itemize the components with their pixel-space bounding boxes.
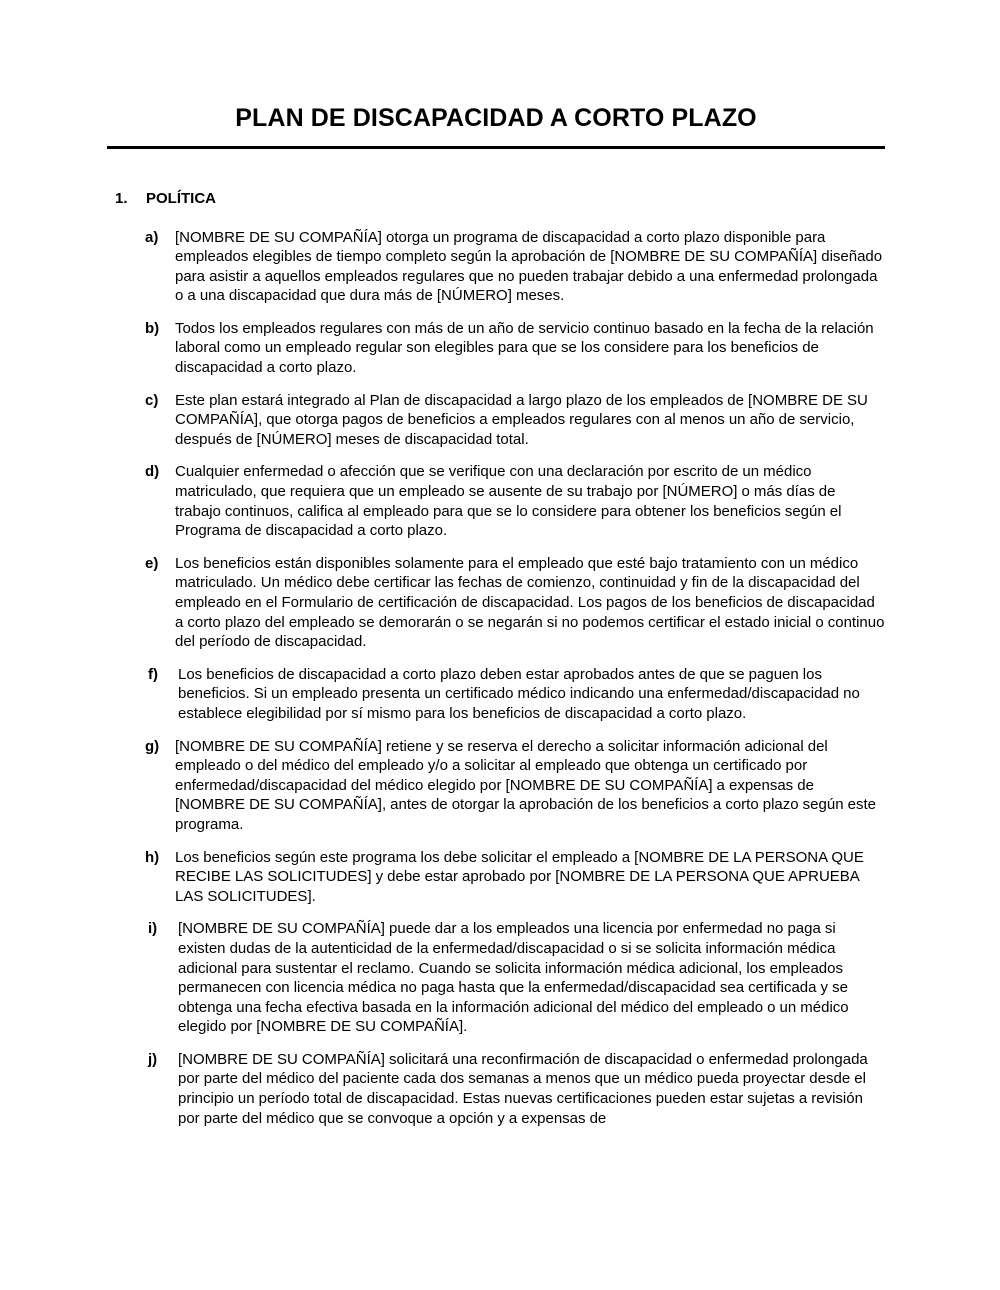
list-item-text: [NOMBRE DE SU COMPAÑÍA] otorga un programa de discapacidad a corto plazo disponible para empleados elegibles de tiempo completo según la aprobación de [NOMBRE DE SU COMPAÑÍA] diseñado para asistir a aquellos empleados regulares que no pueden trabajar debido a una enfermedad prolongada o a una discapacidad que dura más de [NÚMERO] meses. — [175, 228, 883, 305]
section-heading — [115, 189, 885, 209]
page-title: PLAN DE DISCAPACIDAD A CORTO PLAZO — [235, 104, 757, 132]
list-item-marker: b) — [145, 319, 160, 337]
list-item-text: Todos los empleados regulares con más de un año de servicio continuo basado en la fecha de la relación laboral como un empleado regular son elegibles para que se los considere para los beneficios de discapacidad a corto plazo. — [175, 319, 874, 377]
list-item-text: Este plan estará integrado al Plan de discapacidad a largo plazo de los empleados de [NOMBRE DE SU COMPAÑÍA], que otorga pagos de beneficios a empleados regulares con al menos un año de servicio, después de [NÚMERO] meses de discapacidad total. — [175, 391, 868, 448]
list-item — [145, 319, 885, 378]
list-item-text: Los beneficios de discapacidad a corto plazo deben estar aprobados antes de que se paguen los beneficios. Si un empleado presenta un certificado médico indicando una enfermedad/discapacidad no establece elegibilidad por sí mismo para los beneficios de discapacidad a corto plazo. — [178, 665, 860, 722]
list-item-text: Los beneficios según este programa los debe solicitar el empleado a [NOMBRE DE LA PERSONA QUE RECIBE LAS SOLICITUDES] y debe estar aprobado por [NOMBRE DE LA PERSONA QUE APRUEBA LAS SOLICITUDES]. — [175, 848, 864, 905]
list-item-marker: e) — [145, 554, 159, 572]
list-item — [145, 228, 885, 306]
list-item-marker: j) — [148, 1050, 158, 1068]
list-item — [145, 848, 885, 907]
list-item-marker: f) — [148, 665, 158, 683]
list-item-text: Cualquier enfermedad o afección que se verifique con una declaración por escrito de un médico matriculado, que requiera que un empleado se ausente de su trabajo por [NÚMERO] o más días de trabajo continuos, califica al empleado para que se lo considere para obtener los beneficios según el Programa de discapacidad a corto plazo. — [175, 463, 842, 540]
list-item-marker: a) — [145, 228, 159, 246]
list-item — [145, 554, 885, 652]
list-item-marker: h) — [145, 848, 160, 866]
document-body — [107, 104, 885, 1128]
list-item — [145, 1050, 885, 1128]
list-item-text: Los beneficios están disponibles solamente para el empleado que esté bajo tratamiento con un médico matriculado. Un médico debe certificar las fechas de comienzo, continuidad y fin de la discapacidad del empleado en el Formulario de certificación de discapacidad. Los pagos de los beneficios de discapacidad a corto plazo del empleado se demorarán o se negarán si no podemos certificar el estado inicial o continuo del período de discapacidad. — [175, 554, 885, 651]
list-item — [145, 391, 885, 450]
list-item-marker: g) — [145, 737, 160, 755]
policy-item-list — [107, 228, 885, 1129]
list-item-text: [NOMBRE DE SU COMPAÑÍA] retiene y se reserva el derecho a solicitar información adicional del empleado o del médico del empleado y/o a solicitar al empleado que obtenga un certificado por enfermedad/discapacidad del médico elegido por [NOMBRE DE SU COMPAÑÍA] a expensas de [NOMBRE DE SU COMPAÑÍA], antes de otorgar la aprobación de los beneficios a corto plazo según este programa. — [175, 737, 876, 833]
section-politica — [107, 189, 885, 1128]
title-divider — [107, 146, 885, 149]
list-item — [145, 919, 885, 1037]
list-item — [145, 737, 885, 835]
list-item-marker: c) — [145, 391, 159, 409]
section-number: 1. — [115, 190, 128, 207]
list-item — [145, 665, 885, 724]
section-title: POLÍTICA — [146, 190, 216, 207]
list-item-marker: d) — [145, 463, 160, 481]
list-item — [145, 462, 885, 540]
list-item-marker: i) — [148, 920, 158, 938]
list-item-text: [NOMBRE DE SU COMPAÑÍA] puede dar a los empleados una licencia por enfermedad no paga si existen dudas de la autenticidad de la enfermedad/discapacidad o si se solicita información médica adicional para sustentar el reclamo. Cuando se solicita información médica adicional, los empleados permanecen con licencia médica no paga hasta que la enfermedad/discapacidad sea certificada y se obtenga una fecha efectiva basada en la información adicional del médico del empleado o un médico elegido por [NOMBRE DE SU COMPAÑÍA]. — [178, 920, 849, 1036]
list-item-text: [NOMBRE DE SU COMPAÑÍA] solicitará una reconfirmación de discapacidad o enfermedad prolongada por parte del médico del paciente cada dos semanas a menos que un médico pueda proyectar desde el principio un período total de discapacidad. Estas nuevas certificaciones pueden estar sujetas a revisión por parte del médico que se convoque a opción y a expensas de — [178, 1050, 868, 1127]
